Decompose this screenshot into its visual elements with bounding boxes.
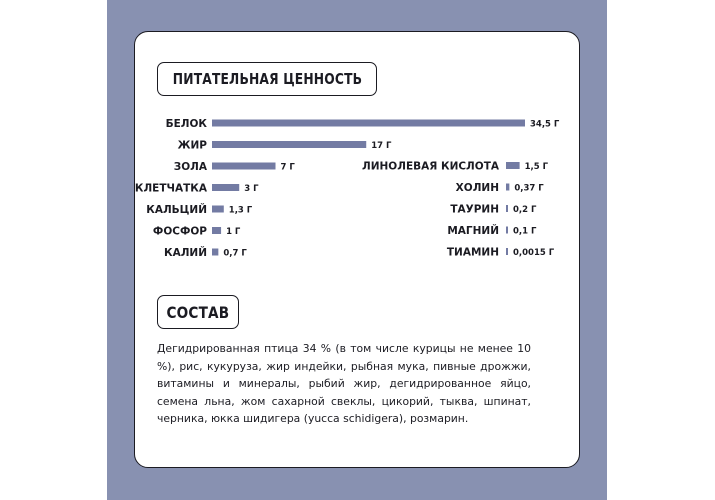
value-label-right-1: 0,37 Г bbox=[514, 183, 544, 194]
category-label-left-0: БЕЛОК bbox=[165, 118, 207, 130]
category-label-left-6: КАЛИЙ bbox=[163, 247, 207, 259]
value-label-left-6: 0,7 Г bbox=[223, 248, 247, 259]
value-label-right-0: 1,5 Г bbox=[524, 162, 549, 172]
composition-heading bbox=[157, 295, 239, 329]
composition-heading-label: СОСТАВ bbox=[166, 302, 230, 322]
composition-text: Дегидрированная птица 34 % (в том числе курицы не менее 10 %), рис, кукуруза, жир индейки, рыбная мука, пивные дрожжи, витамины и минералы, рыбий жир, дегидрированное яйцо, семена льна, жом сахарной свеклы, цикорий, тыква, шпинат, черника, юкка шидигера (yucca schidigera), розмарин. bbox=[157, 342, 531, 426]
category-label-right-4: ТИАМИН bbox=[446, 246, 499, 259]
value-label-left-3: 3 Г bbox=[244, 184, 259, 194]
value-label-right-3: 0,1 Г bbox=[513, 226, 537, 237]
category-label-right-0: ЛИНОЛЕВАЯ КИСЛОТА bbox=[362, 160, 499, 173]
value-label-right-4: 0,0015 Г bbox=[513, 248, 555, 258]
value-label-right-2: 0,2 Г bbox=[513, 205, 537, 215]
value-label-left-4: 1,3 Г bbox=[228, 205, 253, 216]
category-label-left-2: ЗОЛА bbox=[173, 161, 207, 173]
category-label-left-5: ФОСФОР bbox=[152, 225, 207, 238]
value-label-left-2: 7 Г bbox=[280, 162, 295, 173]
value-label-left-1: 17 Г bbox=[371, 141, 392, 151]
category-label-left-3: КЛЕТЧАТКА bbox=[134, 182, 207, 195]
category-label-left-4: КАЛЬЦИЙ bbox=[146, 204, 207, 216]
value-label-left-0: 34,5 Г bbox=[530, 119, 560, 130]
category-label-left-1: ЖИР bbox=[177, 139, 207, 152]
category-label-right-3: МАГНИЙ bbox=[447, 225, 499, 237]
nutrition-heading-label: ПИТАТЕЛЬНАЯ ЦЕННОСТЬ bbox=[172, 70, 362, 88]
category-label-right-2: ТАУРИН bbox=[450, 203, 499, 216]
value-label-left-5: 1 Г bbox=[226, 227, 241, 237]
category-label-right-1: ХОЛИН bbox=[455, 182, 499, 194]
nutrition-heading bbox=[157, 62, 377, 96]
